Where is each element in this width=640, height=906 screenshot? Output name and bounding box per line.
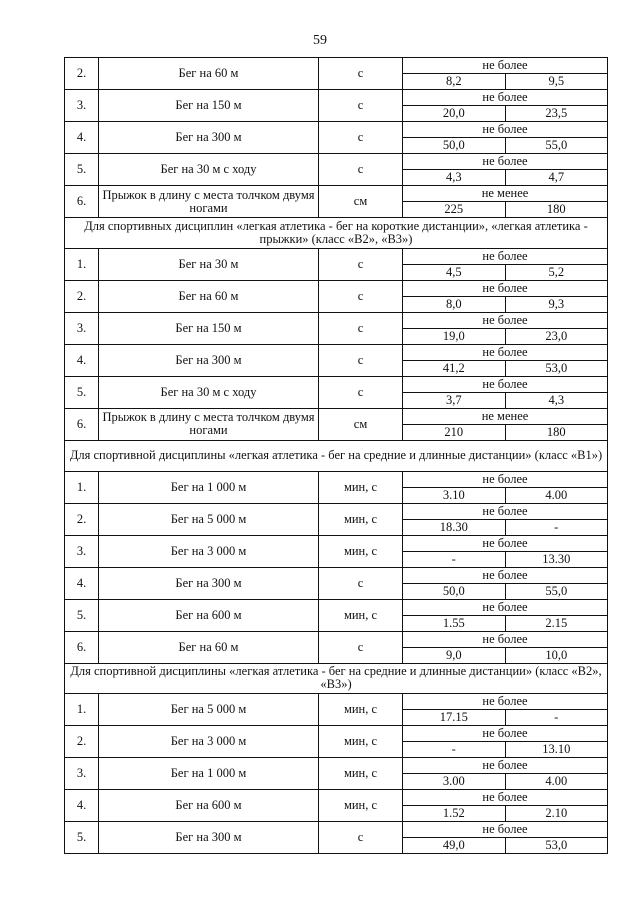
unit: с — [319, 631, 403, 663]
norm-values — [403, 471, 608, 503]
table-row — [65, 567, 608, 599]
row-number: 2. — [65, 503, 99, 535]
condition-label: не более — [403, 504, 607, 520]
row-number: 2. — [65, 726, 99, 758]
value-boys: 3.10 — [403, 488, 506, 503]
unit: с — [319, 567, 403, 599]
value-boys: 3.00 — [403, 774, 506, 789]
condition-label: не более — [403, 377, 607, 393]
row-number: 4. — [65, 122, 99, 154]
value-girls: 9,5 — [548, 74, 565, 88]
table-row — [65, 186, 608, 218]
unit: с — [319, 822, 403, 854]
exercise-name: Бег на 150 м — [99, 312, 319, 344]
unit: мин, с — [319, 503, 403, 535]
condition-label: не более — [403, 694, 607, 710]
value-girls: - — [554, 519, 559, 534]
table-row — [65, 631, 608, 663]
norm-values — [403, 726, 608, 758]
exercise-name: Бег на 150 м — [99, 90, 319, 122]
value-boys: 50,0 — [403, 584, 506, 599]
value-girls: 53,0 — [545, 838, 568, 853]
exercise-name: Бег на 60 м — [99, 280, 319, 312]
row-number: 5. — [65, 822, 99, 854]
condition-label: не более — [403, 790, 607, 806]
table-row — [65, 503, 608, 535]
exercise-name: Бег на 300 м — [99, 567, 319, 599]
row-number: 3. — [65, 90, 99, 122]
norm-values — [403, 503, 608, 535]
row-number: 3. — [65, 312, 99, 344]
row-number: 2. — [65, 280, 99, 312]
value-girls: 53,0 — [545, 360, 568, 375]
table-row — [65, 344, 608, 376]
section-header: Для спортивной дисциплины «легкая атлетика - бег на средние и длинные дистанции» (класс «В2», «В3») — [65, 663, 608, 694]
norm-values — [403, 154, 608, 186]
exercise-name: Бег на 300 м — [99, 822, 319, 854]
value-boys: - — [403, 552, 506, 567]
page-number: 59 — [313, 33, 327, 48]
table-row — [65, 376, 608, 408]
exercise-name: Бег на 30 м — [99, 248, 319, 280]
exercise-name: Бег на 1 000 м — [99, 758, 319, 790]
norm-values — [403, 344, 608, 376]
norm-values — [403, 122, 608, 154]
value-boys: 41,2 — [403, 361, 506, 376]
table-row — [65, 90, 608, 122]
standards-table — [64, 57, 608, 854]
norm-values — [403, 312, 608, 344]
norm-values — [403, 567, 608, 599]
norm-values — [403, 535, 608, 567]
unit: с — [319, 280, 403, 312]
exercise-name: Бег на 600 м — [99, 599, 319, 631]
exercise-name: Бег на 1 000 м — [99, 471, 319, 503]
condition-label: не менее — [403, 186, 607, 202]
row-number: 4. — [65, 567, 99, 599]
unit: см — [319, 186, 403, 218]
value-girls: 180 — [546, 202, 566, 216]
row-number: 1. — [65, 471, 99, 503]
norm-values — [403, 280, 608, 312]
unit: с — [319, 344, 403, 376]
value-girls: - — [554, 710, 559, 725]
table-row — [65, 248, 608, 280]
row-number: 4. — [65, 344, 99, 376]
condition-label: не более — [403, 58, 607, 74]
unit: с — [319, 248, 403, 280]
value-boys: 50,0 — [403, 138, 506, 153]
value-girls: 5,2 — [548, 264, 565, 279]
norm-values — [403, 186, 608, 218]
exercise-name: Прыжок в длину с места толчком двумя ногами — [99, 186, 319, 218]
row-number: 6. — [65, 631, 99, 663]
condition-label: не более — [403, 600, 607, 616]
value-boys: - — [403, 742, 506, 757]
table-row — [65, 280, 608, 312]
table-row — [65, 312, 608, 344]
table-row — [65, 408, 608, 440]
value-boys: 4,3 — [403, 170, 506, 185]
value-boys: 19,0 — [403, 329, 506, 344]
condition-label: не более — [403, 822, 607, 838]
norm-values — [403, 758, 608, 790]
row-number: 5. — [65, 376, 99, 408]
value-boys: 8,2 — [403, 74, 506, 89]
row-number: 6. — [65, 186, 99, 218]
row-number: 4. — [65, 790, 99, 822]
norm-values — [403, 599, 608, 631]
row-number: 2. — [65, 58, 99, 90]
value-boys: 20,0 — [403, 106, 506, 121]
exercise-name: Бег на 600 м — [99, 790, 319, 822]
norm-values — [403, 790, 608, 822]
exercise-name: Бег на 60 м — [99, 58, 319, 90]
norm-values — [403, 694, 608, 726]
value-girls: 23,5 — [545, 106, 568, 120]
value-girls: 55,0 — [545, 583, 568, 598]
unit: мин, с — [319, 471, 403, 503]
norm-values — [403, 376, 608, 408]
row-number: 3. — [65, 758, 99, 790]
unit: см — [319, 408, 403, 440]
table-row — [65, 758, 608, 790]
row-number: 1. — [65, 248, 99, 280]
standards-table-body — [65, 58, 608, 854]
exercise-name: Бег на 5 000 м — [99, 694, 319, 726]
condition-label: не более — [403, 90, 607, 106]
condition-label: не более — [403, 345, 607, 361]
section-header-row — [65, 218, 608, 249]
value-boys: 18.30 — [403, 520, 506, 535]
value-boys: 1.52 — [403, 806, 506, 821]
value-boys: 9,0 — [403, 648, 506, 663]
exercise-name: Бег на 300 м — [99, 122, 319, 154]
row-number: 5. — [65, 599, 99, 631]
norm-values — [403, 631, 608, 663]
unit: с — [319, 90, 403, 122]
value-girls: 4.00 — [545, 774, 568, 789]
unit: мин, с — [319, 694, 403, 726]
condition-label: не более — [403, 536, 607, 552]
value-boys: 3,7 — [403, 393, 506, 408]
table-row — [65, 471, 608, 503]
value-girls: 9,3 — [548, 296, 565, 311]
condition-label: не более — [403, 568, 607, 584]
table-row — [65, 694, 608, 726]
section-header: Для спортивной дисциплины «легкая атлетика - бег на средние и длинные дистанции» (класс «В1») — [65, 440, 608, 471]
table-row — [65, 154, 608, 186]
condition-label: не более — [403, 726, 607, 742]
unit: с — [319, 58, 403, 90]
section-header-row — [65, 440, 608, 471]
row-number: 1. — [65, 694, 99, 726]
table-row — [65, 790, 608, 822]
unit: мин, с — [319, 726, 403, 758]
condition-label: не более — [403, 758, 607, 774]
value-girls: 180 — [546, 424, 566, 439]
row-number: 6. — [65, 408, 99, 440]
table-row — [65, 599, 608, 631]
condition-label: не более — [403, 122, 607, 138]
exercise-name: Бег на 30 м с ходу — [99, 376, 319, 408]
condition-label: не более — [403, 313, 607, 329]
table-row — [65, 122, 608, 154]
unit: с — [319, 154, 403, 186]
value-girls: 13.30 — [542, 551, 571, 566]
value-girls: 10,0 — [545, 647, 568, 662]
condition-label: не менее — [403, 409, 607, 425]
value-boys: 210 — [403, 425, 506, 440]
norm-values — [403, 248, 608, 280]
norm-values — [403, 822, 608, 854]
norm-values — [403, 90, 608, 122]
value-boys: 4,5 — [403, 265, 506, 280]
condition-label: не более — [403, 154, 607, 170]
exercise-name: Бег на 300 м — [99, 344, 319, 376]
unit: мин, с — [319, 599, 403, 631]
value-girls: 4,7 — [548, 170, 565, 184]
exercise-name: Бег на 30 м с ходу — [99, 154, 319, 186]
table-row — [65, 535, 608, 567]
norm-values — [403, 58, 608, 90]
value-boys: 225 — [403, 202, 506, 217]
norm-values — [403, 408, 608, 440]
exercise-name: Бег на 3 000 м — [99, 726, 319, 758]
value-boys: 1.55 — [403, 616, 506, 631]
value-girls: 13.10 — [542, 742, 571, 757]
table-row — [65, 726, 608, 758]
section-header-row — [65, 663, 608, 694]
unit: с — [319, 312, 403, 344]
unit: с — [319, 376, 403, 408]
condition-label: не более — [403, 632, 607, 648]
condition-label: не более — [403, 472, 607, 488]
unit: с — [319, 122, 403, 154]
value-boys: 8,0 — [403, 297, 506, 312]
value-girls: 55,0 — [545, 138, 568, 152]
section-header: Для спортивных дисциплин «легкая атлетика - бег на короткие дистанции», «легкая атлетика - прыжки» (класс «В2», «В3») — [65, 218, 608, 249]
unit: мин, с — [319, 790, 403, 822]
value-girls: 23,0 — [545, 328, 568, 343]
value-girls: 4.00 — [545, 487, 568, 502]
value-girls: 2.10 — [545, 806, 568, 821]
value-girls: 4,3 — [548, 392, 565, 407]
unit: мин, с — [319, 535, 403, 567]
exercise-name: Прыжок в длину с места толчком двумя ногами — [99, 408, 319, 440]
row-number: 5. — [65, 154, 99, 186]
exercise-name: Бег на 60 м — [99, 631, 319, 663]
value-boys: 17.15 — [403, 710, 506, 725]
exercise-name: Бег на 5 000 м — [99, 503, 319, 535]
table-row — [65, 58, 608, 90]
condition-label: не более — [403, 249, 607, 265]
row-number: 3. — [65, 535, 99, 567]
table-row — [65, 822, 608, 854]
exercise-name: Бег на 3 000 м — [99, 535, 319, 567]
value-boys: 49,0 — [403, 838, 506, 853]
condition-label: не более — [403, 281, 607, 297]
unit: мин, с — [319, 758, 403, 790]
value-girls: 2.15 — [545, 615, 568, 630]
